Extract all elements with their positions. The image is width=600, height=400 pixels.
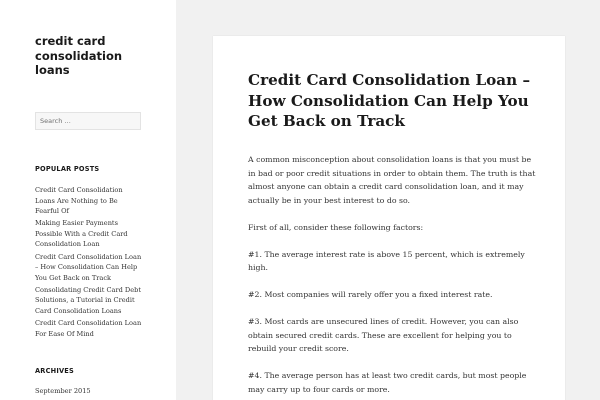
popular-post-link[interactable]: Credit Card Consolidation Loans Are Nothing to Be Fearful Of <box>35 186 123 216</box>
list-item <box>35 285 143 317</box>
popular-post-link[interactable]: Credit Card Consolidation Loan For Ease Of Mind <box>35 319 142 338</box>
popular-posts-list <box>35 185 143 341</box>
post-article <box>213 36 565 400</box>
search-input[interactable] <box>35 112 141 130</box>
site-title[interactable]: credit card consolidation loans <box>35 34 123 77</box>
post-content <box>248 153 538 400</box>
archives-title: ARCHIVES <box>35 367 74 375</box>
list-item <box>35 252 143 284</box>
sidebar <box>0 0 176 400</box>
archive-link[interactable]: September 2015 <box>35 387 91 395</box>
post-paragraph: First of all, consider these following factors: <box>248 222 424 232</box>
popular-post-link[interactable]: Credit Card Consolidation Loan – How Consolidation Can Help You Get Back on Track <box>35 252 142 282</box>
post-paragraph: #3. Most cards are unsecured lines of credit. However, you can also obtain secured credit cards. These are excellent for helping you to rebuild your credit score. <box>248 317 519 353</box>
popular-post-link[interactable]: Consolidating Credit Card Debt Solutions, a Tutorial in Credit Card Consolidation Loans <box>35 285 141 316</box>
list-item <box>35 218 143 250</box>
post-title: Credit Card Consolidation Loan – How Consolidation Can Help You Get Back on Track <box>248 71 531 130</box>
popular-post-link[interactable]: Making Easier Payments Possible With a Credit Card Consolidation Loan <box>35 219 128 249</box>
post-paragraph: #2. Most companies will rarely offer you a fixed interest rate. <box>248 290 493 299</box>
post-paragraph: A common misconception about consolidation loans is that you must be in bad or poor credit situations in order to obtain them. The truth is that almost anyone can obtain a credit card consolidation loan, and it may actually be in your best interest to do so. <box>248 155 536 205</box>
list-item <box>35 318 143 339</box>
popular-posts-title: POPULAR POSTS <box>35 165 100 173</box>
post-paragraph: #4. The average person has at least two credit cards, but most people may carry up to four cards or more. <box>248 371 527 394</box>
list-item <box>35 185 143 217</box>
post-paragraph: #1. The average interest rate is above 15 percent, which is extremely high. <box>248 249 525 272</box>
